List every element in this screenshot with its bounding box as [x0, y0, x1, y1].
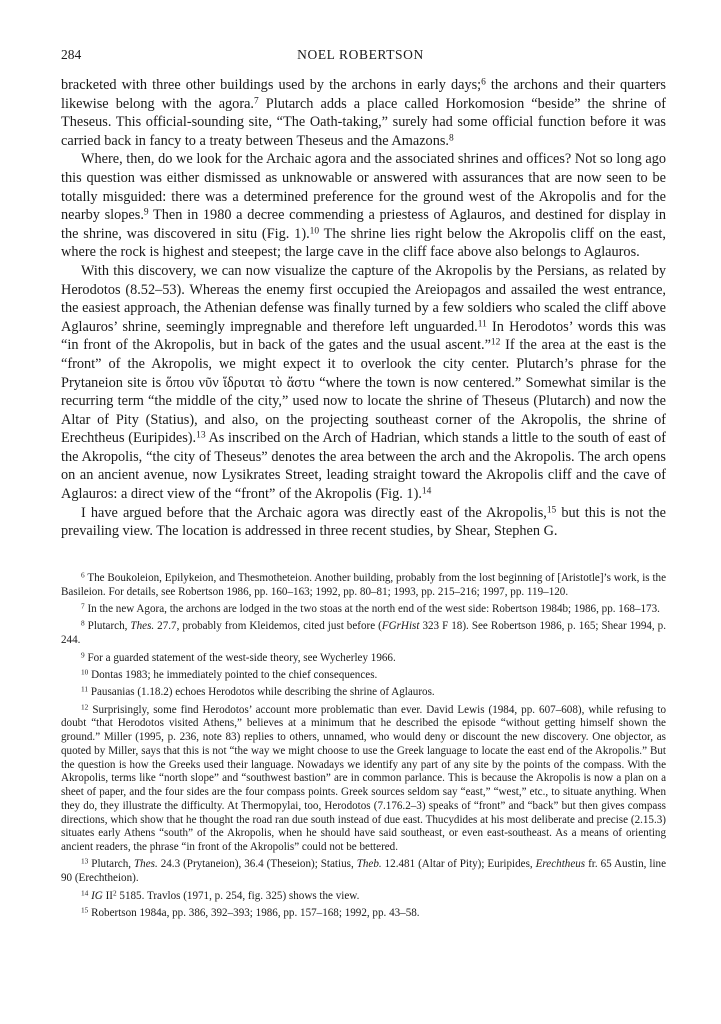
footnote-number: 7 [81, 601, 85, 611]
footnote-number: 13 [81, 856, 89, 866]
text-run: In Herodotos’ words this was “in front of the Akropolis, but in back of the gates and the usual ascent.” [61, 318, 666, 354]
italic-text: Thes. [134, 858, 158, 871]
text-run: If the area at the east is the “front” of the Akropolis, we might expect it to overlook the city center. Plutarch’s phrase for the Prytaneion site is ὅπου νῦν ἵδρυται τὸ ἄστυ “where the town is now centered.” Somewhat similar is the recurring term “the middle of the city,” used now to locate the shrine of Theseus (Plutarch) and now the Altar of Pity (Statius), and also, on the projecting southeast corner of the Akropolis, the shrine of Erechtheus (Euripides). [61, 337, 666, 447]
footnote [61, 887, 666, 904]
footnote [61, 572, 666, 600]
italic-text: Thes. [130, 620, 155, 633]
text-run: 5185. Travlos (1971, p. 254, fig. 325) shows the view. [116, 889, 360, 902]
body-paragraph [61, 76, 666, 150]
footnote-number: 12 [81, 701, 89, 711]
note-ref: 10 [309, 226, 320, 237]
text-run: Surprisingly, some find Herodotos’ account more problematic than ever. David Lewis (1984, pp. 607–608), while refusing to doubt “that Herodotos visited Athens,” believes at a minimum that he described the episode “without getting himself shown the ground.” Miller (1995, p. 236, note 83) replies to others, unnamed, who would deny or discount the new discovery. One objector, as quoted by Miller, says that this is not “the way we might choose to use the Greek language to locate the east end of the Akropolis.” But the question is how the Greeks used their language. Nowadays we identify any part of any site by the points of the compass. With the Akropolis, terms like “north slope” and “southwest bastion” are in common parlance. This is because the Akropolis is now a plan on a sheet of paper, and the four sides are the four compass points. Greek sources seldom say “east,” “west,” etc., to situate anything. When they do, they illustrate the difficulty. At Thermopylai, too, Herodotos (7.176.2–3) speaks of “front” and “back” but then gives compass directions, which show that he thought the road ran due south instead of due east. Thucydides at his most deliberate and precise (2.15.3) situates early Athens “south” of the Akropolis, when he should have said southeast, or even east-southeast. As a means of orienting ancient readers, the phrase “in front of the Akropolis” could not be bettered. [61, 703, 666, 854]
footnote [61, 701, 666, 855]
note-ref: 11 [477, 319, 487, 329]
footnote [61, 603, 666, 617]
note-ref: 14 [421, 486, 432, 497]
note-ref: 12 [490, 337, 501, 348]
note-ref: 6 [481, 77, 486, 88]
italic-text: FGrHist [381, 620, 420, 633]
note-ref: 15 [546, 504, 557, 515]
footnote-number: 15 [81, 905, 89, 915]
text-run: fr. 65 Austin, line 90 (Erechtheion). [61, 858, 667, 885]
text-run: Robertson 1984a, pp. 386, 392–393; 1986, pp. 157–168; 1992, pp. 43–58. [91, 906, 420, 919]
body-paragraph [61, 262, 666, 504]
text-run: 12.481 (Altar of Pity); Euripides, [381, 858, 536, 871]
footnote-number: 9 [81, 649, 85, 659]
page-number: 284 [61, 47, 82, 62]
note-ref: 8 [448, 133, 454, 144]
text-run: With this discovery, we can now visualize the capture of the Akropolis by the Persians, as related by Herodotos (8.52–53). Whereas the enemy first occupied the Areiopagos and assailed the west entrance, the easiest approach, the Athenian defense was finally turned by a few soldiers who scaled the cliff above Aglauros’ shrine, seemingly impregnable and therefore left unguarded. [61, 262, 666, 335]
text-run: As inscribed on the Arch of Hadrian, which stands a little to the south of east of the Akropolis, “the city of Theseus” denotes the area between the arch and the Akropolis. The arch opens on an ancient avenue, now Lysikrates Street, leading straight toward the Akropolis cliff and the cave of Aglauros: a direct view of the “front” of the Akropolis (Fig. 1). [61, 430, 666, 503]
italic-text: Theb. [356, 858, 382, 871]
footnote-number: 8 [81, 618, 85, 628]
footnote [61, 669, 666, 683]
text-run: 24.3 (Prytaneion), 36.4 (Theseion); Statius, [157, 858, 357, 871]
footnote [61, 686, 666, 700]
note-ref: 13 [196, 430, 206, 441]
note-ref: 9 [143, 207, 149, 218]
text-run: The shrine lies right below the Akropolis cliff on the east, where the rock is highest and steepest; the large cave in the cliff face above also belongs to Aglauros. [61, 225, 666, 261]
footnote [61, 649, 666, 666]
text-run: In the new Agora, the archons are lodged in the two stoas at the north end of the west side: Robertson 1984b; 1986, pp. 168–173. [87, 603, 660, 616]
text-run: 27.7, probably from Kleidemos, cited just before ( [154, 620, 382, 633]
italic-text: Erechtheus [535, 858, 586, 871]
footnote [61, 620, 666, 648]
footnotes [61, 572, 666, 924]
text-run: but this is not the prevailing view. The location is addressed in three recent studies, by Shear, Stephen G. [61, 504, 666, 540]
note-ref: 2 [112, 887, 117, 897]
text-run: The Boukoleion, Epilykeion, and Thesmotheteion. Another building, probably from the lost beginning of [Aristotle]’s work, is the Basileion. For details, see Robertson 1986, pp. 160–163; 1992, pp. 80–81; 1993, pp. 215–216; 1997, pp. 119–120. [61, 572, 666, 598]
text-run: Plutarch, [87, 620, 131, 633]
note-ref: 7 [254, 95, 259, 106]
footnote [61, 858, 666, 886]
footnote-number: 6 [81, 570, 85, 580]
text-run: Then in 1980 a decree commending a priestess of Aglauros, and destined for display in the shrine, was discovered in situ (Fig. 1). [61, 207, 667, 242]
running-head-author: NOEL ROBERTSON [297, 47, 424, 62]
text-run: Where, then, do we look for the Archaic agora and the associated shrines and offices? Not so long ago this question was either dismissed as unknowable or answered with assurances that are now seen to be totally misguided: there was a determined preference for the ground west of the Akropolis and for the nearby slopes. [61, 151, 666, 224]
text-run: Dontas 1983; he immediately pointed to the chief consequences. [91, 668, 378, 681]
italic-text: IG [91, 889, 103, 902]
text-run: II [102, 889, 113, 902]
text-run: Plutarch adds a place called Horkomosion “beside” the shrine of Theseus. This official-sounding site, “The Oath-taking,” surely had some official function before it was carried back in fancy to a treaty between Theseus and the Amazons. [61, 95, 667, 149]
footnote [61, 907, 666, 921]
running-head [61, 47, 660, 65]
footnote-number: 14 [81, 887, 89, 897]
footnote-number: 11 [81, 684, 89, 694]
body-paragraph [61, 150, 666, 262]
text-run: bracketed with three other buildings used by the archons in early days; [61, 77, 482, 93]
text-run: For a guarded statement of the west-side theory, see Wycherley 1966. [87, 651, 396, 664]
text-run: Pausanias (1.18.2) echoes Herodotos while describing the shrine of Aglauros. [90, 686, 435, 699]
text-run: Plutarch, [91, 858, 134, 871]
text-run: the archons and their quarters likewise belong with the agora. [61, 77, 666, 112]
text-run: I have argued before that the Archaic agora was directly east of the Akropolis, [81, 504, 547, 521]
body-paragraph [61, 504, 666, 541]
footnote-number: 10 [81, 667, 89, 677]
text-run: 323 F 18). See Robertson 1986, p. 165; Shear 1994, p. 244. [61, 620, 667, 647]
body-text [61, 76, 666, 541]
